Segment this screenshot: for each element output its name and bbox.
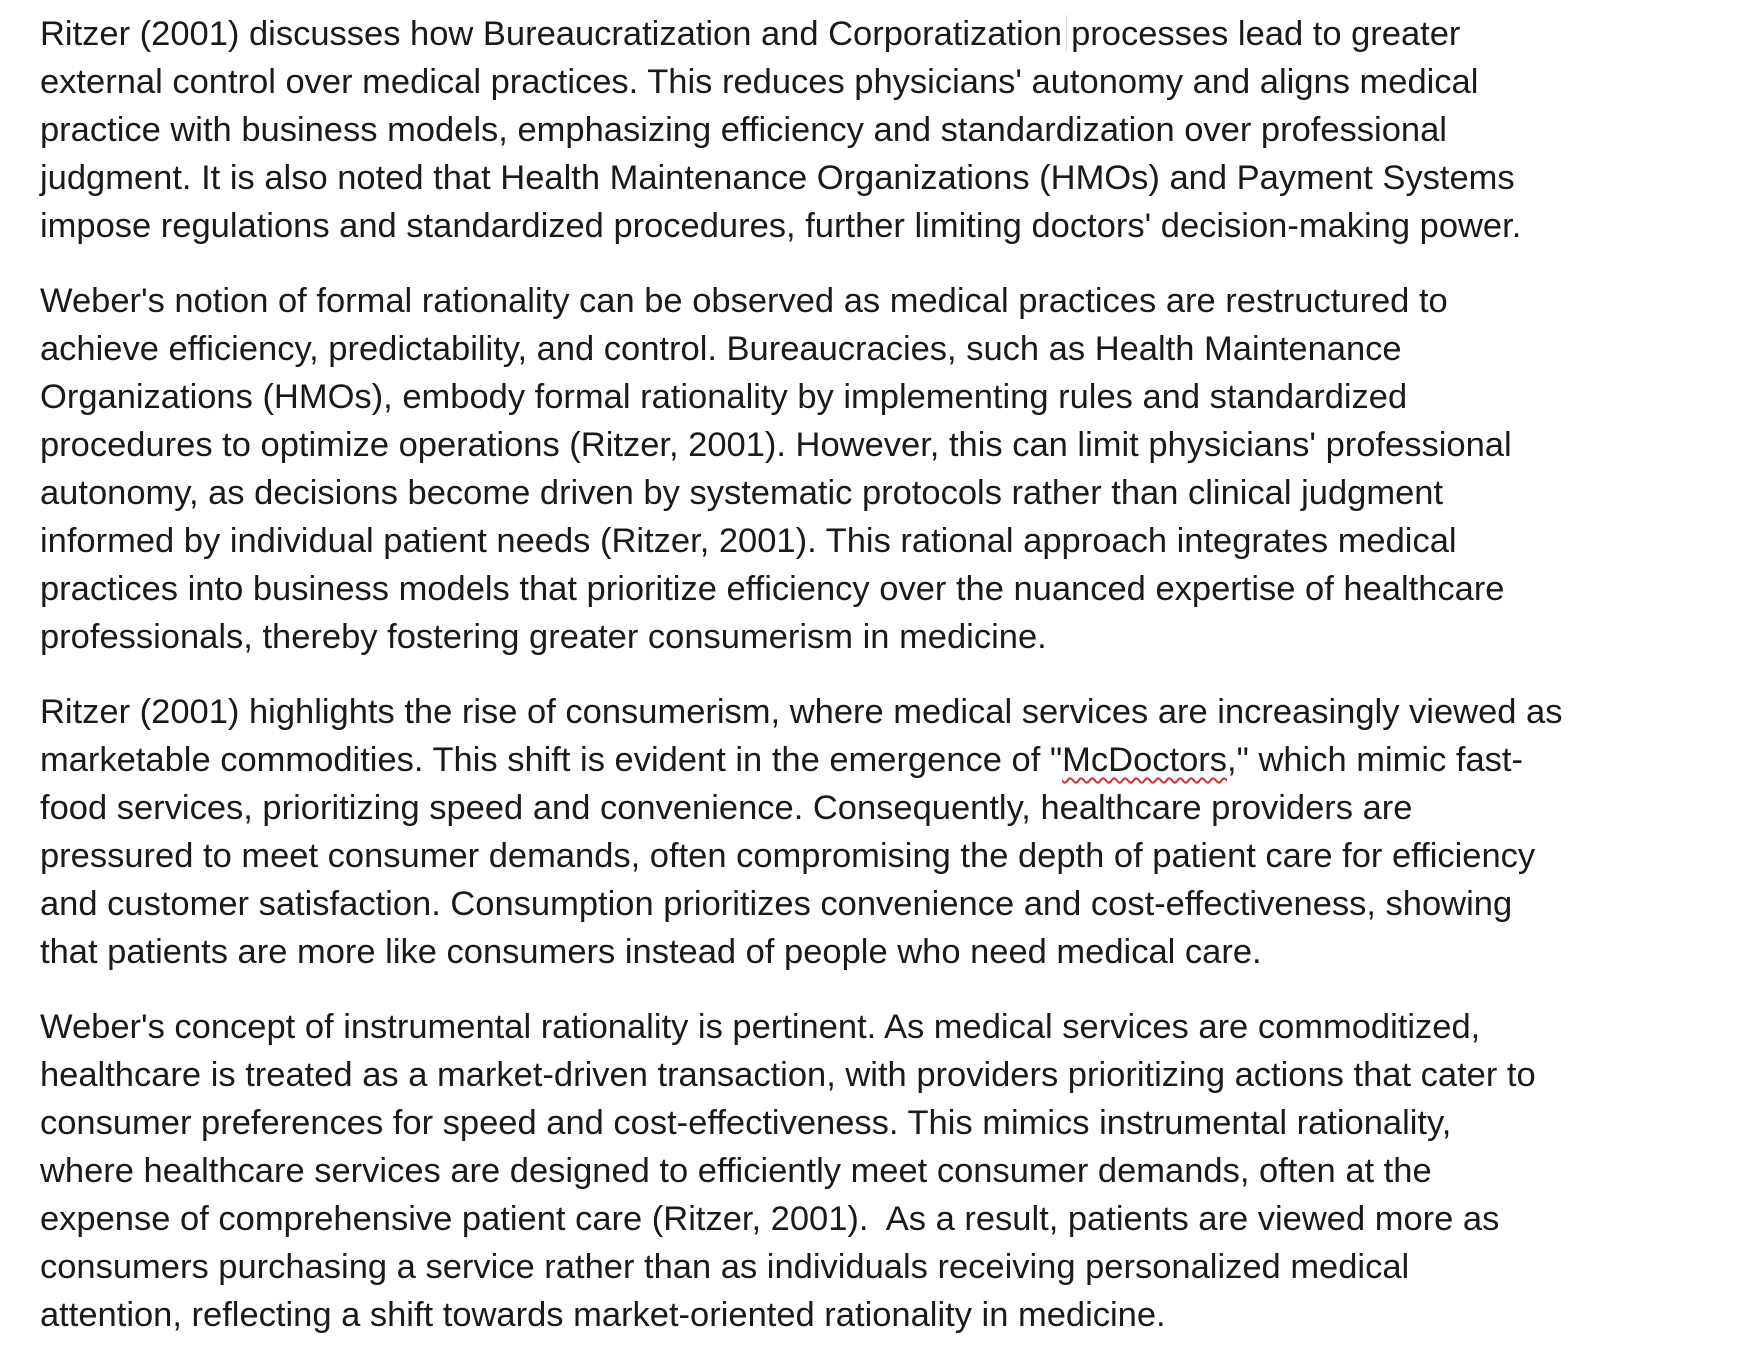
text-line: healthcare is treated as a market-driven transaction, with providers prioritizing actions that cater to: [40, 1056, 1536, 1094]
text-line: Ritzer (2001) highlights the rise of consumerism, where medical services are increasingly viewed as: [40, 693, 1563, 731]
text-segment: marketable commodities. This shift is evident in the emergence of ": [40, 741, 1063, 779]
spellcheck-flagged-word[interactable]: McDoctors: [1062, 741, 1228, 779]
text-line: practices into business models that prioritize efficiency over the nuanced expertise of healthcare: [40, 570, 1505, 608]
paragraph-1[interactable]: [40, 10, 1720, 250]
document-body[interactable]: [40, 10, 1720, 1366]
text-line: Weber's notion of formal rationality can be observed as medical practices are restructured to: [40, 282, 1448, 320]
text-line: professionals, thereby fostering greater consumerism in medicine.: [40, 618, 1047, 656]
text-line: practice with business models, emphasizing efficiency and standardization over professional: [40, 111, 1447, 149]
text-line: that patients are more like consumers instead of people who need medical care.: [40, 933, 1262, 971]
text-line: pressured to meet consumer demands, often compromising the depth of patient care for efficiency: [40, 837, 1536, 875]
paragraph-4[interactable]: [40, 1003, 1720, 1339]
text-line: consumer preferences for speed and cost-effectiveness. This mimics instrumental rationality,: [40, 1104, 1452, 1142]
text-segment: Ritzer (2001) discusses how Bureaucratization and Corporatization: [40, 15, 1063, 53]
text-line: informed by individual patient needs (Ritzer, 2001). This rational approach integrates medical: [40, 522, 1457, 560]
text-line: [40, 10, 1720, 58]
text-line: judgment. It is also noted that Health Maintenance Organizations (HMOs) and Payment Systems: [40, 159, 1515, 197]
text-line: procedures to optimize operations (Ritzer, 2001). However, this can limit physicians' professional: [40, 426, 1512, 464]
text-line: consumers purchasing a service rather than as individuals receiving personalized medical: [40, 1248, 1410, 1286]
text-line: attention, reflecting a shift towards market-oriented rationality in medicine.: [40, 1296, 1166, 1334]
text-line: Organizations (HMOs), embody formal rationality by implementing rules and standardized: [40, 378, 1408, 416]
text-segment: ," which mimic fast-: [1227, 741, 1523, 779]
text-line: [40, 736, 1720, 784]
paragraph-2[interactable]: [40, 277, 1720, 661]
text-line: where healthcare services are designed to efficiently meet consumer demands, often at the: [40, 1152, 1432, 1190]
text-segment: processes lead to greater: [1071, 15, 1461, 53]
text-line: impose regulations and standardized procedures, further limiting doctors' decision-making power.: [40, 207, 1522, 245]
text-line: Weber's concept of instrumental rationality is pertinent. As medical services are commoditized,: [40, 1008, 1481, 1046]
text-line: achieve efficiency, predictability, and control. Bureaucracies, such as Health Maintenance: [40, 330, 1402, 368]
text-line: expense of comprehensive patient care (Ritzer, 2001). As a result, patients are viewed more as: [40, 1200, 1500, 1238]
paragraph-3[interactable]: [40, 688, 1720, 976]
text-line: external control over medical practices. This reduces physicians' autonomy and aligns medical: [40, 63, 1479, 101]
text-line: food services, prioritizing speed and convenience. Consequently, healthcare providers are: [40, 789, 1413, 827]
text-cursor: [1066, 15, 1067, 51]
text-line: autonomy, as decisions become driven by systematic protocols rather than clinical judgment: [40, 474, 1444, 512]
text-line: and customer satisfaction. Consumption prioritizes convenience and cost-effectiveness, showing: [40, 885, 1513, 923]
